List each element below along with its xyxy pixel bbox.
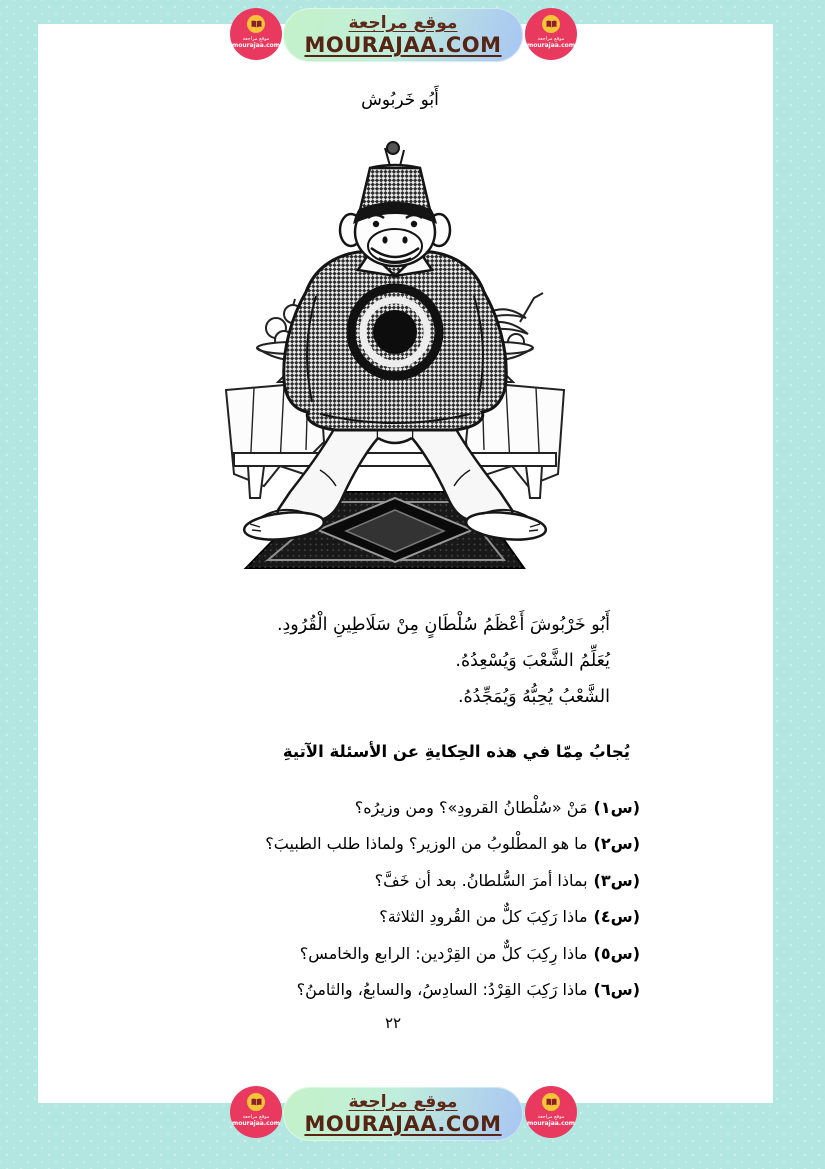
monkey-sultan xyxy=(243,142,547,543)
question-item xyxy=(160,899,640,935)
footer-logo-left[interactable] xyxy=(230,1086,282,1138)
lesson-title: أَبُو خَربُوش xyxy=(361,90,439,110)
footer-banner[interactable] xyxy=(283,1087,523,1141)
logo-site-domain: mourajaa.com xyxy=(526,42,576,49)
book-icon xyxy=(542,1093,560,1111)
header-site-name[interactable]: موقع مراجعة xyxy=(348,13,458,33)
question-item xyxy=(160,790,640,826)
question-item xyxy=(160,936,640,972)
header-banner[interactable] xyxy=(283,8,523,62)
question-number: (س٥) xyxy=(593,943,640,963)
page-number: ٢٢ xyxy=(384,1014,402,1032)
logo-site-domain: mourajaa.com xyxy=(231,1120,281,1127)
footer-site-domain[interactable]: MOURAJAA.COM xyxy=(304,1112,502,1136)
question-number: (س٦) xyxy=(593,979,640,999)
logo-site-name: موقع مراجعة xyxy=(537,36,565,42)
question-text: ما هو المطْلوبُ من الوزير؟ ولماذا طلب الطبيبَ؟ xyxy=(265,834,588,854)
question-text: ماذا رَكِبَ كلٌّ من القُرودِ الثلاثة؟ xyxy=(379,907,588,927)
story-line: أَبُو خَرْبُوشَ أَعْظَمُ سُلْطَانٍ مِنْ سَلَاطِينِ الْقُرُودِ. xyxy=(276,615,610,635)
header-logo-left[interactable] xyxy=(230,8,282,60)
story-text xyxy=(165,607,610,715)
question-item xyxy=(160,863,640,899)
story-line: الشَّعْبُ يُحِبُّهُ وَيُمَجِّدُهُ. xyxy=(457,687,610,707)
logo-site-name: موقع مراجعة xyxy=(242,1114,270,1120)
header-site-domain[interactable]: MOURAJAA.COM xyxy=(304,33,502,57)
book-icon xyxy=(542,15,560,33)
logo-site-domain: mourajaa.com xyxy=(231,42,281,49)
question-number: (س١) xyxy=(593,798,640,817)
question-number: (س٢) xyxy=(593,834,640,854)
logo-site-name: موقع مراجعة xyxy=(242,36,270,42)
sultan-hat xyxy=(360,168,430,210)
questions-list xyxy=(160,790,640,1008)
book-icon xyxy=(247,1093,265,1111)
question-item xyxy=(160,972,640,1008)
logo-site-domain: mourajaa.com xyxy=(526,1120,576,1127)
question-text: ماذا رِكِبَ كلٌّ من القِرْدين: الرابع والخامس؟ xyxy=(299,943,588,963)
question-number: (س٤) xyxy=(593,907,640,927)
question-text: ماذا رَكِبَ القِرْدُ: السادِسُ، والسابعُ، والثامنُ؟ xyxy=(296,979,588,999)
question-text: بماذا أمرَ السُّلطانُ. بعد أن خَفَّ؟ xyxy=(374,870,588,890)
footer-site-name[interactable]: موقع مراجعة xyxy=(348,1092,458,1112)
book-icon xyxy=(247,15,265,33)
header-logo-right[interactable] xyxy=(525,8,577,60)
question-item xyxy=(160,826,640,862)
logo-site-name: موقع مراجعة xyxy=(537,1114,565,1120)
story-line: يُعَلِّمُ الشَّعْبَ وَيُسْعِدُهُ. xyxy=(455,651,610,671)
footer-logo-right[interactable] xyxy=(525,1086,577,1138)
question-number: (س٣) xyxy=(593,870,640,890)
monkey-sultan-illustration xyxy=(220,140,570,570)
question-text: مَنْ «سُلْطانُ القرودِ»؟ ومن وزيرُه؟ xyxy=(354,798,588,817)
questions-heading: يُجابُ مِمّا في هذه الحِكايةِ عن الأسئلة الآتيةِ xyxy=(282,742,630,761)
